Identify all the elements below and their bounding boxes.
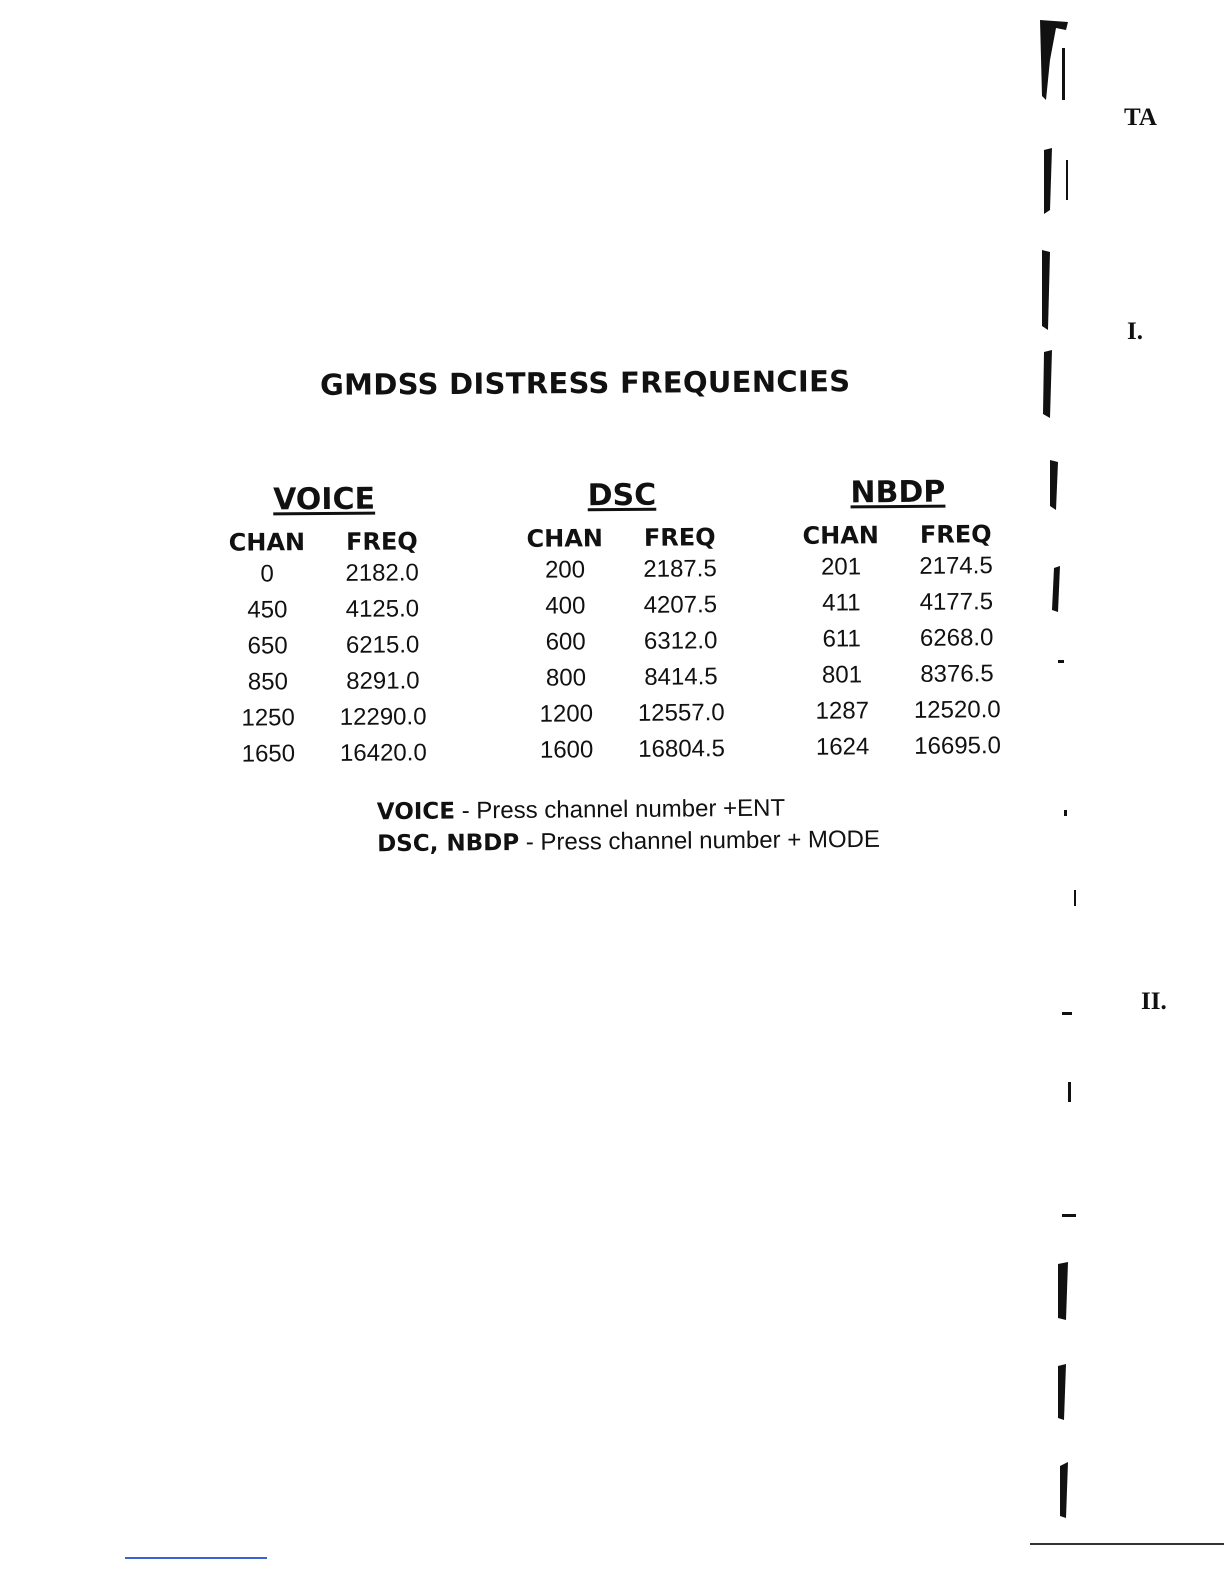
freq-cell: 2174.5: [919, 552, 993, 580]
chan-header: CHAN: [802, 521, 880, 550]
footer-link-underline: [125, 1557, 267, 1559]
freq-cell: 8414.5: [644, 663, 718, 691]
table-row: [508, 623, 738, 661]
table-row: [785, 692, 1015, 730]
chan-cell: 1624: [815, 733, 870, 761]
chan-cell: 400: [545, 592, 586, 620]
bottom-rule: [1030, 1543, 1224, 1545]
chan-cell: 650: [247, 632, 288, 660]
margin-mark-i: I.: [1127, 318, 1143, 345]
margin-mark-ta: TA: [1124, 104, 1157, 131]
chan-cell: 201: [820, 553, 862, 581]
freq-header: FREQ: [643, 523, 716, 552]
freq-cell: 6215.0: [345, 631, 420, 659]
freq-cell: 12557.0: [637, 699, 725, 727]
dsc-column-headers: [507, 515, 737, 553]
page-title: GMDSS DISTRESS FREQUENCIES: [319, 364, 851, 402]
voice-column-headers: [209, 519, 439, 557]
table-row: [211, 735, 441, 773]
dsc-heading: DSC: [587, 477, 657, 514]
table-row: [210, 555, 440, 593]
freq-cell: 4125.0: [345, 595, 420, 623]
chan-cell: 1200: [539, 700, 594, 728]
chan-cell: 850: [247, 668, 288, 696]
instruction-label: DSC, NBDP: [377, 829, 520, 858]
chan-header: CHAN: [526, 524, 604, 553]
freq-cell: 2187.5: [643, 555, 717, 583]
table-row: [508, 659, 738, 697]
table-row: [509, 695, 739, 733]
voice-section: [209, 481, 441, 773]
chan-cell: 800: [545, 664, 587, 692]
margin-mark-ii: II.: [1141, 988, 1167, 1015]
table-row: [507, 551, 737, 589]
table-row: [508, 587, 738, 625]
chan-cell: 1287: [815, 697, 870, 725]
dsc-nbdp-instruction: [377, 824, 880, 860]
table-row: [784, 620, 1014, 658]
dsc-section: [507, 477, 740, 769]
table-row: [784, 656, 1014, 694]
chan-cell: 1250: [241, 704, 295, 732]
chan-cell: 0: [260, 560, 274, 588]
chan-cell: 600: [545, 628, 586, 656]
instructions: [377, 792, 880, 860]
freq-cell: 16695.0: [914, 732, 1002, 760]
instruction-text: - Press channel number +ENT: [454, 794, 786, 825]
instruction-text: - Press channel number + MODE: [519, 825, 881, 856]
freq-header: FREQ: [919, 520, 992, 549]
table-row: [211, 699, 441, 737]
table-row: [210, 591, 440, 629]
freq-cell: 12520.0: [913, 696, 1001, 724]
nbdp-section: [783, 474, 1016, 766]
freq-cell: 16420.0: [339, 739, 427, 767]
freq-header: FREQ: [345, 527, 418, 556]
chan-cell: 1650: [241, 740, 296, 768]
freq-cell: 8376.5: [920, 660, 994, 688]
freq-cell: 6312.0: [643, 627, 718, 655]
voice-instruction: [377, 792, 880, 828]
chan-cell: 450: [247, 596, 288, 624]
freq-cell: 8291.0: [346, 667, 420, 695]
instruction-label: VOICE: [376, 798, 456, 826]
voice-heading: VOICE: [273, 481, 376, 518]
chan-cell: 611: [822, 625, 861, 653]
freq-cell: 4207.5: [643, 591, 718, 619]
chan-cell: 411: [822, 589, 861, 617]
table-row: [783, 548, 1013, 586]
freq-cell: 16804.5: [638, 735, 726, 763]
binding-edge-marks: [1036, 0, 1096, 1584]
chan-cell: 200: [544, 556, 586, 584]
table-row: [210, 627, 440, 665]
table-row: [509, 731, 739, 769]
freq-cell: 4177.5: [919, 588, 994, 616]
freq-cell: 2182.0: [345, 559, 419, 587]
chan-cell: 1600: [539, 736, 594, 764]
freq-cell: 6268.0: [919, 624, 994, 652]
table-row: [784, 584, 1014, 622]
freq-cell: 12290.0: [339, 703, 427, 731]
nbdp-heading: NBDP: [850, 474, 946, 511]
nbdp-column-headers: [783, 512, 1013, 550]
table-row: [210, 663, 440, 701]
chan-header: CHAN: [228, 528, 306, 557]
chan-cell: 801: [821, 661, 863, 689]
table-row: [785, 728, 1015, 766]
